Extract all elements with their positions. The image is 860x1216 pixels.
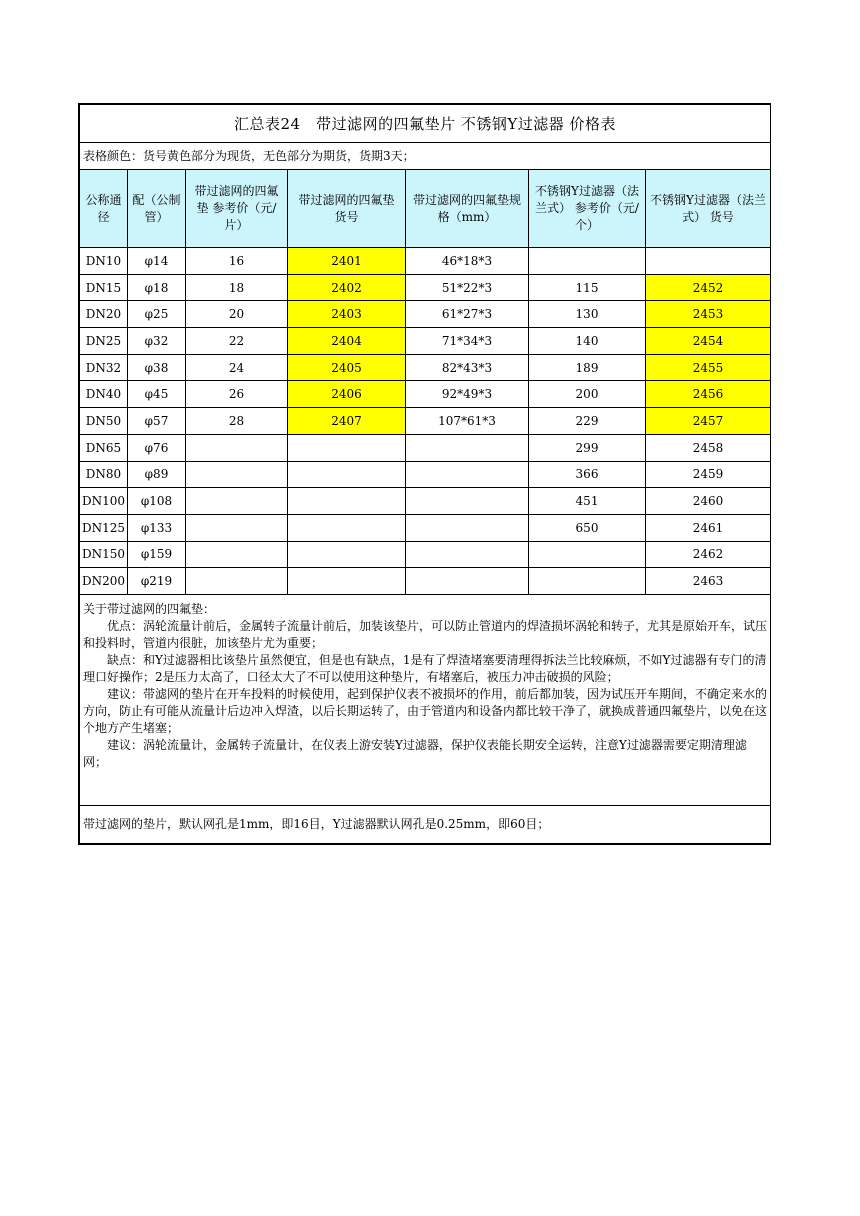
cell-gasket-spec: 46*18*3 [406,248,529,275]
cell-gasket-spec: 51*22*3 [406,274,529,301]
note-disadvantage: 缺点：和Y过滤器相比该垫片虽然便宜，但是也有缺点，1是有了焊渣堵塞要清理得拆法兰比较麻烦，不如Y过滤器有专门的清理口好操作；2是压力太高了，口径太大了不可以使用这种垫片，有堵塞后，被压力冲击破损的风险； [83,652,767,684]
notes-heading: 关于带过滤网的四氟垫： [83,601,216,616]
cell-nominal-diameter: DN32 [80,354,128,381]
table-row [80,301,771,328]
cell-nominal-diameter: DN80 [80,461,128,488]
cell-gasket-code: 2402 [288,274,406,301]
cell-gasket-code [288,568,406,595]
cell-pipe-size: φ57 [128,408,186,435]
header-y-filter-price: 不锈钢Y过滤器（法兰式） 参考价（元/个） [529,170,646,248]
header-gasket-spec: 带过滤网的四氟垫规格（mm） [406,170,529,248]
cell-y-filter-code: 2454 [646,328,771,355]
cell-gasket-spec: 61*27*3 [406,301,529,328]
cell-gasket-spec [406,461,529,488]
table-row [80,408,771,435]
cell-y-filter-price: 189 [529,354,646,381]
table-row [80,328,771,355]
cell-y-filter-code [646,248,771,275]
cell-gasket-price: 16 [186,248,288,275]
cell-nominal-diameter: DN200 [80,568,128,595]
cell-gasket-spec [406,541,529,568]
footer-note: 带过滤网的垫片，默认网孔是1mm，即16目，Y过滤器默认网孔是0.25mm，即60目； [80,805,771,843]
header-nominal-diameter: 公称通径 [80,170,128,248]
cell-gasket-spec: 92*49*3 [406,381,529,408]
cell-pipe-size: φ133 [128,514,186,541]
cell-nominal-diameter: DN20 [80,301,128,328]
cell-nominal-diameter: DN50 [80,408,128,435]
cell-gasket-price: 18 [186,274,288,301]
cell-gasket-code [288,514,406,541]
cell-y-filter-code: 2457 [646,408,771,435]
cell-pipe-size: φ45 [128,381,186,408]
cell-nominal-diameter: DN100 [80,488,128,515]
cell-gasket-code [288,461,406,488]
cell-pipe-size: φ89 [128,461,186,488]
cell-gasket-code: 2407 [288,408,406,435]
note-suggestion-2: 建议：涡轮流量计，金属转子流量计，在仪表上游安装Y过滤器，保护仪表能长期安全运转，注意Y过滤器需要定期清理滤网； [83,737,747,769]
cell-gasket-code: 2404 [288,328,406,355]
price-table-sheet [78,103,771,845]
cell-gasket-spec [406,568,529,595]
cell-y-filter-price: 115 [529,274,646,301]
cell-y-filter-price [529,568,646,595]
cell-pipe-size: φ76 [128,434,186,461]
cell-y-filter-price: 650 [529,514,646,541]
cell-pipe-size: φ108 [128,488,186,515]
table-row [80,274,771,301]
cell-gasket-spec: 107*61*3 [406,408,529,435]
cell-gasket-spec [406,488,529,515]
cell-pipe-size: φ25 [128,301,186,328]
cell-nominal-diameter: DN150 [80,541,128,568]
cell-y-filter-price: 366 [529,461,646,488]
notes-block [80,594,771,805]
table-row [80,248,771,275]
table-row [80,488,771,515]
cell-y-filter-code: 2455 [646,354,771,381]
cell-pipe-size: φ14 [128,248,186,275]
cell-gasket-price: 20 [186,301,288,328]
cell-gasket-code [288,488,406,515]
cell-gasket-price: 28 [186,408,288,435]
note-advantage: 优点：涡轮流量计前后，金属转子流量计前后，加装该垫片，可以防止管道内的焊渣损坏涡轮和转子，尤其是原始开车，试压和投料时，管道内很脏，加该垫片尤为重要； [83,618,768,650]
price-table [79,104,771,844]
cell-pipe-size: φ219 [128,568,186,595]
cell-y-filter-price: 130 [529,301,646,328]
table-row [80,354,771,381]
cell-nominal-diameter: DN40 [80,381,128,408]
cell-y-filter-price [529,541,646,568]
table-row [80,541,771,568]
cell-y-filter-price [529,248,646,275]
note-suggestion-1: 建议：带滤网的垫片在开车投料的时候使用，起到保护仪表不被损坏的作用，前后都加装，因为试压开车期间，不确定来水的方向，防止有可能从流量计后边冲入焊渣，以后长期运转了，由于管道内和设备内都比较干净了，就换成普通四氟垫片，以免在这个地方产生堵塞； [83,686,768,735]
cell-y-filter-price: 200 [529,381,646,408]
cell-nominal-diameter: DN15 [80,274,128,301]
cell-gasket-price: 26 [186,381,288,408]
cell-pipe-size: φ32 [128,328,186,355]
cell-nominal-diameter: DN125 [80,514,128,541]
header-y-filter-code: 不锈钢Y过滤器（法兰式） 货号 [646,170,771,248]
header-row [80,170,771,248]
cell-gasket-price: 24 [186,354,288,381]
cell-y-filter-code: 2458 [646,434,771,461]
table-row [80,381,771,408]
cell-y-filter-code: 2460 [646,488,771,515]
cell-gasket-price [186,461,288,488]
header-pipe-size: 配（公制管） [128,170,186,248]
cell-y-filter-code: 2452 [646,274,771,301]
cell-gasket-code: 2406 [288,381,406,408]
cell-gasket-spec [406,514,529,541]
cell-y-filter-code: 2453 [646,301,771,328]
cell-gasket-spec: 82*43*3 [406,354,529,381]
table-row [80,434,771,461]
cell-y-filter-code: 2461 [646,514,771,541]
cell-y-filter-code: 2463 [646,568,771,595]
cell-nominal-diameter: DN10 [80,248,128,275]
cell-gasket-price [186,541,288,568]
cell-gasket-price [186,434,288,461]
table-row [80,461,771,488]
cell-gasket-price [186,514,288,541]
cell-gasket-price [186,568,288,595]
cell-y-filter-price: 229 [529,408,646,435]
cell-nominal-diameter: DN65 [80,434,128,461]
table-row [80,514,771,541]
table-row [80,568,771,595]
cell-y-filter-price: 140 [529,328,646,355]
cell-gasket-code: 2403 [288,301,406,328]
header-gasket-price: 带过滤网的四氟垫 参考价（元/片） [186,170,288,248]
cell-gasket-price [186,488,288,515]
table-title: 汇总表24 带过滤网的四氟垫片 不锈钢Y过滤器 价格表 [80,105,771,143]
cell-gasket-code: 2405 [288,354,406,381]
color-legend-note: 表格颜色：货号黄色部分为现货，无色部分为期货，货期3天； [80,143,771,170]
cell-pipe-size: φ38 [128,354,186,381]
cell-gasket-spec: 71*34*3 [406,328,529,355]
cell-pipe-size: φ159 [128,541,186,568]
cell-y-filter-code: 2462 [646,541,771,568]
header-gasket-code: 带过滤网的四氟垫 货号 [288,170,406,248]
cell-gasket-code [288,434,406,461]
cell-y-filter-price: 451 [529,488,646,515]
cell-gasket-price: 22 [186,328,288,355]
cell-y-filter-code: 2459 [646,461,771,488]
cell-nominal-diameter: DN25 [80,328,128,355]
cell-gasket-spec [406,434,529,461]
cell-gasket-code [288,541,406,568]
cell-pipe-size: φ18 [128,274,186,301]
cell-y-filter-price: 299 [529,434,646,461]
cell-gasket-code: 2401 [288,248,406,275]
cell-y-filter-code: 2456 [646,381,771,408]
